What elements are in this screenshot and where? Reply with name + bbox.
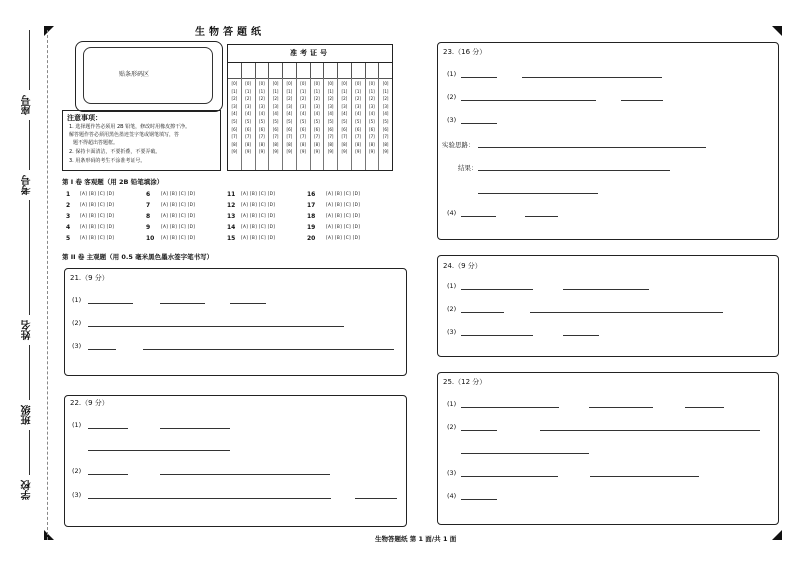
admit-digit-bubble[interactable]: [1] bbox=[314, 88, 320, 94]
barcode-label: 贴条形码区 bbox=[119, 71, 150, 78]
admit-digit-bubble[interactable]: [4] bbox=[245, 111, 251, 117]
admit-digit-bubble[interactable]: [2] bbox=[300, 96, 306, 102]
admit-digit-column[interactable] bbox=[352, 78, 366, 170]
mc-question-number: 3 bbox=[66, 213, 71, 220]
admit-digit-bubble[interactable]: [4] bbox=[286, 111, 293, 117]
mc-option-bubbles[interactable]: [A] [B] [C] [D] bbox=[241, 236, 276, 241]
admit-digit-bubble[interactable]: [7] bbox=[382, 134, 389, 140]
q24-title: 24.（9 分） bbox=[443, 262, 482, 270]
notice-item: 3. 用条形码的考生不涂准考证号。 bbox=[69, 158, 146, 164]
admit-digit-boxes[interactable] bbox=[228, 63, 392, 79]
admit-digit-bubble[interactable]: [4] bbox=[355, 111, 361, 117]
seat-line bbox=[29, 30, 30, 90]
admit-digit-bubble[interactable]: [7] bbox=[231, 134, 238, 140]
class-label: 班级 bbox=[22, 405, 33, 425]
admit-digit-bubble[interactable]: [4] bbox=[369, 111, 375, 117]
seat-label: 座号 bbox=[22, 95, 33, 115]
admit-digit-bubble[interactable]: [0] bbox=[355, 81, 361, 86]
admit-digit-column[interactable] bbox=[297, 78, 311, 170]
admit-digit-bubble[interactable]: [7] bbox=[369, 134, 375, 140]
admit-digit-bubble[interactable]: [5] bbox=[327, 118, 334, 124]
q23-box[interactable] bbox=[437, 42, 779, 240]
q24-sub2: (2) bbox=[447, 305, 457, 313]
mc-question-number: 1 bbox=[66, 191, 71, 198]
mc-option-bubbles[interactable]: [A] [B] [C] [D] bbox=[80, 192, 115, 197]
admit-digit-bubble[interactable]: [5] bbox=[231, 118, 238, 124]
admit-digit-column[interactable] bbox=[311, 78, 325, 170]
admit-digit-bubble[interactable]: [3] bbox=[272, 103, 279, 109]
admit-digit-bubble[interactable]: [8] bbox=[272, 141, 279, 147]
admit-digit-bubble[interactable]: [8] bbox=[327, 141, 334, 147]
exam-no-line bbox=[29, 120, 30, 170]
notice-item: 题不得超出答题框。 bbox=[73, 140, 119, 146]
admit-digit-bubble[interactable]: [2] bbox=[231, 96, 238, 102]
admit-digit-bubble[interactable]: [2] bbox=[327, 96, 334, 102]
q23-title: 23.（16 分） bbox=[443, 48, 487, 56]
admit-digit-bubble[interactable]: [8] bbox=[382, 141, 389, 147]
admit-digit-bubble[interactable]: [9] bbox=[300, 149, 306, 155]
admit-digit-bubble[interactable]: [2] bbox=[355, 96, 361, 102]
admit-digit-bubble[interactable]: [8] bbox=[231, 141, 238, 147]
admit-digit-bubble[interactable]: [4] bbox=[231, 111, 238, 117]
mc-option-bubbles[interactable]: [A] [B] [C] [D] bbox=[241, 192, 276, 197]
admit-digit-bubble[interactable]: [0] bbox=[231, 81, 238, 86]
admit-digit-bubble[interactable]: [5] bbox=[286, 118, 293, 124]
admit-digit-bubble[interactable]: [2] bbox=[369, 96, 375, 102]
admit-digit-bubble[interactable]: [2] bbox=[259, 96, 265, 102]
mc-question-number: 4 bbox=[66, 224, 71, 231]
admit-digit-bubble[interactable]: [4] bbox=[259, 111, 265, 117]
admit-digit-bubble[interactable]: [7] bbox=[341, 134, 348, 140]
exam-no-label: 考号 bbox=[22, 175, 33, 195]
q23-sub2: (2) bbox=[447, 93, 457, 101]
admit-digit-bubble[interactable]: [3] bbox=[314, 103, 320, 109]
admit-digit-bubble[interactable]: [7] bbox=[327, 134, 334, 140]
admit-digit-column[interactable] bbox=[228, 78, 242, 170]
admit-digit-column[interactable] bbox=[366, 78, 380, 170]
admit-digit-column[interactable] bbox=[269, 78, 283, 170]
q23-idea: 实验思路： bbox=[442, 141, 475, 149]
mc-question-number: 16 bbox=[307, 191, 316, 198]
mc-question-number: 6 bbox=[146, 191, 151, 198]
admit-digit-bubble[interactable]: [9] bbox=[231, 149, 238, 155]
admit-digit-bubble[interactable]: [7] bbox=[314, 134, 320, 140]
admit-digit-bubble[interactable]: [6] bbox=[369, 126, 375, 132]
admit-digit-bubble[interactable]: [9] bbox=[272, 149, 279, 155]
q21-box[interactable] bbox=[64, 268, 407, 376]
admit-digit-bubble[interactable]: [9] bbox=[369, 149, 375, 155]
admit-digit-bubble[interactable]: [6] bbox=[314, 126, 320, 132]
admit-digit-bubble[interactable]: [7] bbox=[300, 134, 306, 140]
admit-digit-bubble[interactable]: [8] bbox=[259, 141, 265, 147]
admit-digit-bubble[interactable]: [3] bbox=[355, 103, 361, 109]
q23-result: 结果： bbox=[458, 164, 478, 172]
admit-digit-bubble[interactable]: [9] bbox=[314, 149, 320, 155]
admit-digit-bubble[interactable]: [3] bbox=[341, 103, 348, 109]
mc-option-bubbles[interactable]: [A] [B] [C] [D] bbox=[161, 225, 196, 230]
admit-digit-bubble[interactable]: [3] bbox=[259, 103, 265, 109]
mc-question-number: 19 bbox=[307, 224, 316, 231]
admit-digit-column[interactable] bbox=[338, 78, 352, 170]
admit-digit-bubble[interactable]: [6] bbox=[286, 126, 293, 132]
admit-digit-bubble[interactable]: [9] bbox=[286, 149, 293, 155]
mc-question-number: 20 bbox=[307, 235, 316, 242]
mc-question-number: 9 bbox=[146, 224, 151, 231]
mc-option-bubbles[interactable]: [A] [B] [C] [D] bbox=[161, 214, 196, 219]
admit-digit-bubble[interactable]: [5] bbox=[259, 118, 265, 124]
mc-option-bubbles[interactable]: [A] [B] [C] [D] bbox=[326, 192, 361, 197]
admit-digit-bubble[interactable]: [7] bbox=[286, 134, 293, 140]
admit-digit-bubble[interactable]: [5] bbox=[341, 118, 348, 124]
admit-digit-bubble[interactable]: [1] bbox=[231, 88, 238, 94]
q24-box[interactable] bbox=[437, 255, 779, 357]
admit-digit-bubble[interactable]: [2] bbox=[382, 96, 389, 102]
q22-sub2: (2) bbox=[72, 467, 82, 475]
mc-question-number: 8 bbox=[146, 213, 151, 220]
admit-digit-column[interactable] bbox=[256, 78, 270, 170]
admit-digit-bubble[interactable]: [6] bbox=[355, 126, 361, 132]
notice-item: 2. 保持卡面清洁，不要折叠，不要弄破。 bbox=[69, 149, 161, 155]
admit-digit-bubble[interactable]: [0] bbox=[327, 81, 334, 86]
binding-strip bbox=[6, 0, 40, 563]
admit-digit-column[interactable] bbox=[379, 78, 392, 170]
admit-digit-bubble[interactable]: [7] bbox=[272, 134, 279, 140]
name-label: 姓名 bbox=[22, 320, 33, 340]
admit-digit-bubble[interactable]: [3] bbox=[327, 103, 334, 109]
q21-title: 21.（9 分） bbox=[70, 274, 109, 282]
q23-sub1: (1) bbox=[447, 70, 457, 78]
admit-digit-bubble[interactable]: [9] bbox=[382, 149, 389, 155]
admit-digit-bubble[interactable]: [0] bbox=[382, 81, 389, 86]
mc-option-bubbles[interactable]: [A] [B] [C] [D] bbox=[161, 236, 196, 241]
admit-digit-bubble[interactable]: [1] bbox=[259, 88, 265, 94]
admit-digit-bubble[interactable]: [0] bbox=[245, 81, 251, 86]
mc-option-bubbles[interactable]: [A] [B] [C] [D] bbox=[80, 214, 115, 219]
notice-box bbox=[62, 110, 221, 171]
q25-sub1: (1) bbox=[447, 400, 457, 408]
admit-digit-bubble[interactable]: [9] bbox=[245, 149, 251, 155]
mc-question-number: 15 bbox=[227, 235, 236, 242]
admit-digit-column[interactable] bbox=[242, 78, 256, 170]
admit-digit-bubble[interactable]: [5] bbox=[314, 118, 320, 124]
mc-option-bubbles[interactable]: [A] [B] [C] [D] bbox=[80, 225, 115, 230]
q21-sub3: (3) bbox=[72, 342, 82, 350]
mc-option-bubbles[interactable]: [A] [B] [C] [D] bbox=[326, 203, 361, 208]
q25-sub3: (3) bbox=[447, 469, 457, 477]
admit-digit-bubble[interactable]: [7] bbox=[259, 134, 265, 140]
admit-digit-bubble[interactable]: [4] bbox=[327, 111, 334, 117]
admit-digit-column[interactable] bbox=[324, 78, 338, 170]
q25-sub4: (4) bbox=[447, 492, 457, 500]
mc-question-number: 12 bbox=[227, 202, 236, 209]
admit-digit-bubble[interactable]: [2] bbox=[341, 96, 348, 102]
admit-digit-bubble[interactable]: [3] bbox=[231, 103, 238, 109]
page-footer: 生物答题纸 第 1 面/共 1 面 bbox=[375, 535, 457, 543]
admit-digit-bubble[interactable]: [7] bbox=[245, 134, 251, 140]
admit-digit-bubble[interactable]: [1] bbox=[272, 88, 279, 94]
admit-digit-bubble[interactable]: [5] bbox=[355, 118, 361, 124]
q21-sub1: (1) bbox=[72, 296, 82, 304]
admit-digit-bubble[interactable]: [3] bbox=[369, 103, 375, 109]
school-line bbox=[29, 430, 30, 475]
mc-option-bubbles[interactable]: [A] [B] [C] [D] bbox=[326, 214, 361, 219]
admit-ticket-box bbox=[227, 44, 393, 171]
admit-digit-bubble[interactable]: [6] bbox=[272, 126, 279, 132]
school-label: 学校 bbox=[22, 480, 33, 500]
admit-digit-bubble[interactable]: [6] bbox=[382, 126, 389, 132]
admit-digit-bubble[interactable]: [9] bbox=[355, 149, 361, 155]
admit-digit-bubble[interactable]: [3] bbox=[286, 103, 293, 109]
admit-digit-bubble[interactable]: [9] bbox=[327, 149, 334, 155]
admit-digit-bubble[interactable]: [2] bbox=[272, 96, 279, 102]
q21-sub2: (2) bbox=[72, 319, 82, 327]
class-line bbox=[29, 345, 30, 400]
mc-option-bubbles[interactable]: [A] [B] [C] [D] bbox=[241, 225, 276, 230]
admit-digit-bubble[interactable]: [1] bbox=[327, 88, 334, 94]
admit-digit-bubble[interactable]: [3] bbox=[245, 103, 251, 109]
mc-option-bubbles[interactable]: [A] [B] [C] [D] bbox=[161, 192, 196, 197]
mc-option-bubbles[interactable]: [A] [B] [C] [D] bbox=[80, 203, 115, 208]
admit-digit-bubble[interactable]: [1] bbox=[369, 88, 375, 94]
q25-title: 25.（12 分） bbox=[443, 378, 487, 386]
admit-digit-bubble[interactable]: [9] bbox=[259, 149, 265, 155]
q23-sub4: (4) bbox=[447, 209, 457, 217]
admit-digit-bubble[interactable]: [1] bbox=[355, 88, 361, 94]
admit-digit-bubble[interactable]: [4] bbox=[314, 111, 320, 117]
admit-digit-bubble[interactable]: [2] bbox=[245, 96, 251, 102]
admit-digit-bubble[interactable]: [6] bbox=[245, 126, 251, 132]
q24-sub3: (3) bbox=[447, 328, 457, 336]
admit-digit-bubble[interactable]: [4] bbox=[272, 111, 279, 117]
admit-digit-bubble[interactable]: [4] bbox=[382, 111, 389, 117]
admit-digit-column[interactable] bbox=[283, 78, 297, 170]
mc-option-bubbles[interactable]: [A] [B] [C] [D] bbox=[241, 214, 276, 219]
mc-option-bubbles[interactable]: [A] [B] [C] [D] bbox=[326, 236, 361, 241]
mc-question-number: 13 bbox=[227, 213, 236, 220]
admit-digit-bubble[interactable]: [0] bbox=[286, 81, 293, 86]
admit-digit-bubble[interactable]: [3] bbox=[382, 103, 389, 109]
admit-digit-bubble[interactable]: [6] bbox=[341, 126, 348, 132]
mc-question-number: 5 bbox=[66, 235, 71, 242]
admit-digit-bubble[interactable]: [1] bbox=[300, 88, 306, 94]
mc-question-number: 11 bbox=[227, 191, 236, 198]
admit-digit-bubble[interactable]: [8] bbox=[355, 141, 361, 147]
q25-sub2: (2) bbox=[447, 423, 457, 431]
admit-digit-bubble[interactable]: [1] bbox=[382, 88, 389, 94]
admit-digit-bubble[interactable]: [5] bbox=[382, 118, 389, 124]
admit-digit-bubble[interactable]: [8] bbox=[286, 141, 293, 147]
admit-digit-bubble[interactable]: [8] bbox=[369, 141, 375, 147]
q22-title: 22.（9 分） bbox=[70, 399, 109, 407]
q25-box[interactable] bbox=[437, 372, 779, 525]
admit-digit-bubble[interactable]: [5] bbox=[300, 118, 306, 124]
admit-digit-bubble[interactable]: [8] bbox=[300, 141, 306, 147]
name-line bbox=[29, 200, 30, 315]
admit-digit-bubble[interactable]: [5] bbox=[369, 118, 375, 124]
notice-item: 1. 选择题作答必须用 2B 铅笔，修改时用橡皮擦干净。 bbox=[69, 124, 191, 130]
mc-option-bubbles[interactable]: [A] [B] [C] [D] bbox=[80, 236, 115, 241]
admit-digit-bubble[interactable]: [7] bbox=[355, 134, 361, 140]
section2-label: 第 II 卷 主观题（用 0.5 毫米黑色墨水签字笔书写） bbox=[62, 253, 214, 261]
admit-digit-bubble[interactable]: [8] bbox=[245, 141, 251, 147]
admit-digit-bubble[interactable]: [8] bbox=[314, 141, 320, 147]
q22-sub1: (1) bbox=[72, 421, 82, 429]
admit-digit-bubble[interactable]: [2] bbox=[314, 96, 320, 102]
admit-digit-bubble[interactable]: [1] bbox=[286, 88, 293, 94]
mc-question-number: 18 bbox=[307, 213, 316, 220]
q22-sub3: (3) bbox=[72, 491, 82, 499]
q24-sub1: (1) bbox=[447, 282, 457, 290]
binding-cut-line bbox=[47, 30, 48, 540]
admit-ticket-title: 准考证号 bbox=[228, 45, 392, 63]
admit-digit-bubble[interactable]: [0] bbox=[369, 81, 375, 86]
admit-digit-bubble[interactable]: [9] bbox=[341, 149, 348, 155]
admit-digit-bubble[interactable]: [0] bbox=[341, 81, 348, 86]
q23-sub3: (3) bbox=[447, 116, 457, 124]
admit-digit-bubble[interactable]: [0] bbox=[314, 81, 320, 86]
admit-digit-bubble[interactable]: [6] bbox=[231, 126, 238, 132]
admit-digit-grid[interactable] bbox=[228, 78, 392, 170]
admit-digit-bubble[interactable]: [6] bbox=[259, 126, 265, 132]
notice-item: 解答题作答必须用黑色墨迹签字笔或钢笔填写，答 bbox=[69, 132, 180, 138]
admit-digit-bubble[interactable]: [4] bbox=[300, 111, 306, 117]
admit-digit-bubble[interactable]: [8] bbox=[341, 141, 348, 147]
mc-option-bubbles[interactable]: [A] [B] [C] [D] bbox=[161, 203, 196, 208]
q22-box[interactable] bbox=[64, 395, 407, 527]
admit-digit-bubble[interactable]: [3] bbox=[300, 103, 306, 109]
mc-option-bubbles[interactable]: [A] [B] [C] [D] bbox=[241, 203, 276, 208]
admit-digit-bubble[interactable]: [6] bbox=[300, 126, 306, 132]
admit-digit-bubble[interactable]: [2] bbox=[286, 96, 293, 102]
mc-option-bubbles[interactable]: [A] [B] [C] [D] bbox=[326, 225, 361, 230]
mc-question-number: 14 bbox=[227, 224, 236, 231]
mc-question-number: 7 bbox=[146, 202, 151, 209]
mc-question-number: 2 bbox=[66, 202, 71, 209]
page-title: 生物答题纸 bbox=[195, 27, 265, 38]
admit-digit-bubble[interactable]: [6] bbox=[327, 126, 334, 132]
admit-digit-bubble[interactable]: [5] bbox=[245, 118, 251, 124]
notice-title: 注意事项： bbox=[67, 114, 102, 122]
admit-digit-bubble[interactable]: [1] bbox=[245, 88, 251, 94]
mc-question-number: 10 bbox=[146, 235, 155, 242]
admit-digit-bubble[interactable]: [5] bbox=[272, 118, 279, 124]
admit-digit-bubble[interactable]: [0] bbox=[300, 81, 306, 86]
section1-label: 第 I 卷 客观题（用 2B 铅笔填涂） bbox=[62, 178, 164, 186]
admit-digit-bubble[interactable]: [0] bbox=[259, 81, 265, 86]
admit-digit-bubble[interactable]: [0] bbox=[272, 81, 279, 86]
mc-question-number: 17 bbox=[307, 202, 316, 209]
admit-digit-bubble[interactable]: [4] bbox=[341, 111, 348, 117]
admit-digit-bubble[interactable]: [1] bbox=[341, 88, 348, 94]
